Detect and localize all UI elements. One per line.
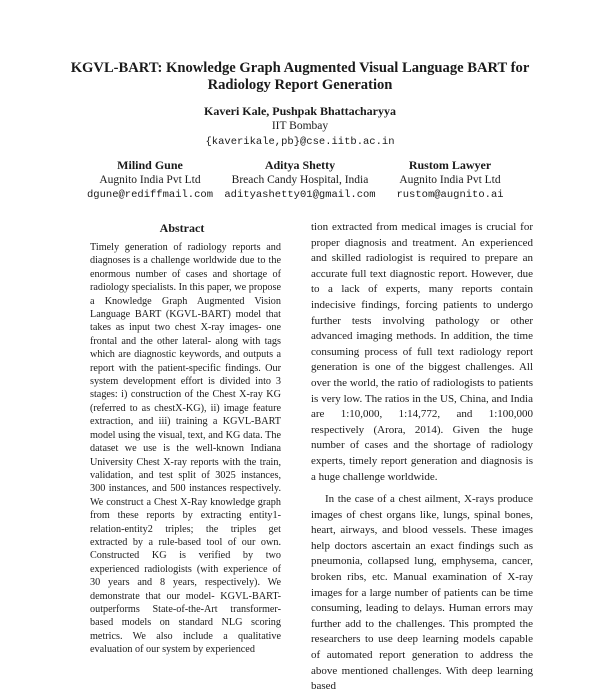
author-email: dgune@rediffmail.com	[86, 189, 214, 201]
author-affiliation-iitb: IIT Bombay	[271, 120, 329, 132]
author-affiliation: Breach Candy Hospital, India	[231, 174, 369, 186]
abstract-text: Timely generation of radiology reports and diagnoses is a challenge worldwide due to the enormous number of cases and shortage of radiology specialists. In this paper, we propose a Knowledge Graph Augmented Vision Language BART (KGVL-BART) model that takes as input two chest X-ray images- one frontal and the other lateral- along with tags which are diagnostic keywords, and outputs a report with the patient-specific findings. Our system development effort is divided into 3 stages: i) construction of the Chest X-ray KG (referred to as chestX-KG), ii) image feature extraction, and iii) training a KGVL-BART model using the visual, text, and KG data. The dataset we use is the well-known Indiana University Chest X-ray reports with the train, validation, and test split of 3025 instances, 300 instances, and 500 instances respectively. We construct a Chest X-Ray knowledge graph from these reports by extracting entity1-relation-entity2 triples; the triples get extracted by a rule-based tool of our own. Constructed KG is verified by two experienced radiologists (with experience of 30 years and 8 years, respectively). We demonstrate that our model- KGVL-BART- outperforms State-of-the-Art transformer-based models on standard NLG scoring metrics. We also include a qualitative evaluation of our system by experienced	[90, 242, 281, 656]
author-name: Aditya Shetty	[264, 158, 336, 172]
body-paragraph: In the case of a chest ailment, X-rays produce images of chest organs like, lungs, spinal bones, heart, airways, and blood vessels. These images help doctors ascertain an exact findings such as pneumonia, collapsed lung, emphysema, cancer, broken ribs, etc. Manual examination of X-ray images for a large number of patients can be time consuming, leading to delays. Human errors may further add to the challenges. This prompted the researchers to use deep learning models capable of automated report generation to address the above mentioned challenges. With deep learning based	[311, 493, 533, 693]
author-email-iitb: {kaverikale,pb}@cse.iitb.ac.in	[205, 136, 395, 148]
author-affiliation: Augnito India Pvt Ltd	[399, 174, 501, 186]
author-affiliation: Augnito India Pvt Ltd	[99, 174, 201, 186]
introduction-column	[311, 220, 533, 695]
paper-title: KGVL-BART: Knowledge Graph Augmented Visual Language BART for Radiology Report Generation	[70, 60, 530, 93]
author-block-lawyer	[355, 158, 545, 203]
body-paragraph: tion extracted from medical images is crucial for proper diagnosis and treatment. An experienced and skilled radiologist is required to prepare an accurate full text diagnostic report. However, due to a lack of experts, many reports contain indecisive findings, forcing patients to undergo further tests involving pathology or other advanced imaging methods. In addition, the time consuming process of full text radiology report generation is one of the biggest challenges. All over the world, the ratio of radiologists to patients is very low. The ratios in the US, China, and India are 1:10,000, 1:14,772, and 1:100,000 respectively (Arora, 2014). Given the huge number of cases and the shortage of radiology experts, timely report generation and diagnosis is a huge challenge worldwide.	[311, 221, 533, 483]
abstract-heading: Abstract	[159, 221, 205, 235]
author-email: rustom@augnito.ai	[396, 189, 504, 201]
author-name: Rustom Lawyer	[408, 158, 492, 172]
author-name: Milind Gune	[117, 158, 183, 172]
author-names-iitb: Kaveri Kale, Pushpak Bhattacharyya	[203, 104, 396, 118]
author-email: adityashetty01@gmail.com	[224, 189, 376, 201]
